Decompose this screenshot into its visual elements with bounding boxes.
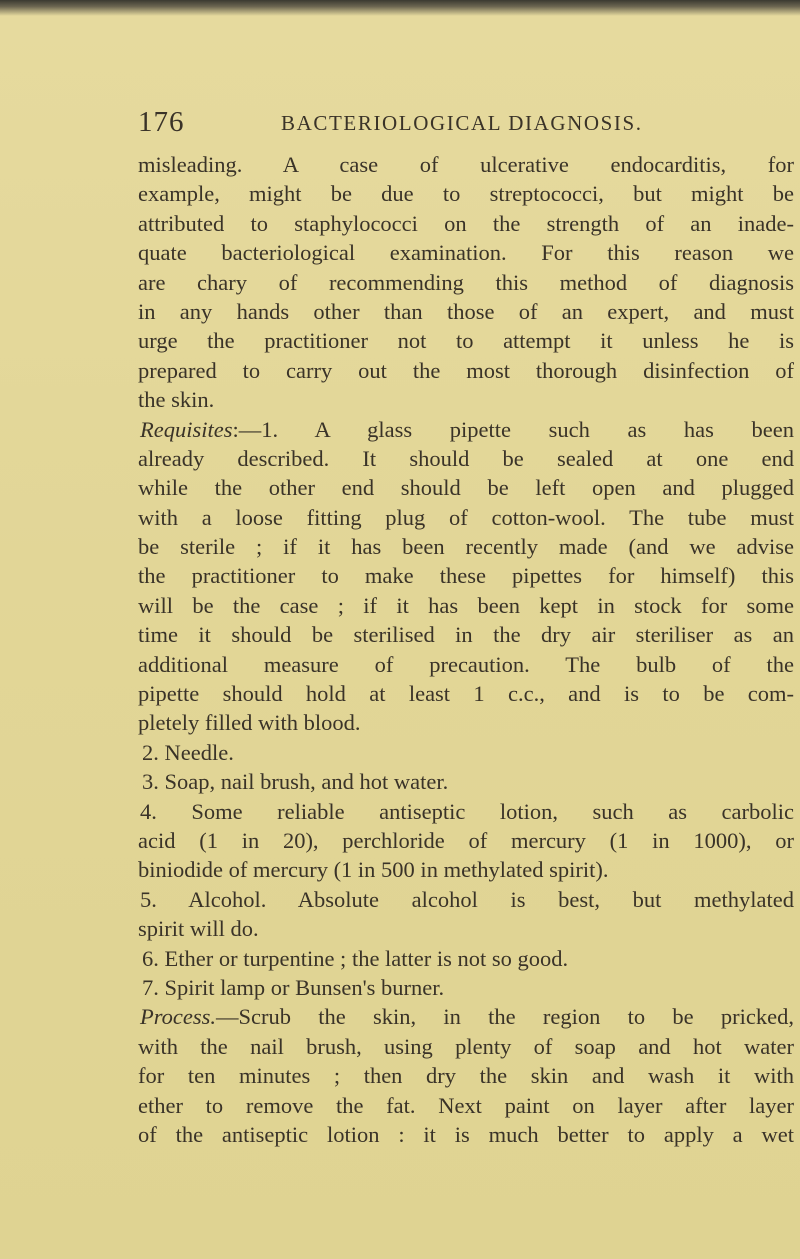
page-top-edge — [0, 0, 800, 16]
text-line: urge the practitioner not to attempt it unless he is — [138, 328, 794, 354]
requisites-first-line — [138, 415, 794, 444]
text-line: misleading. A case of ulcerative endocarditis, for — [138, 152, 794, 177]
text-line: spirit will do. — [138, 916, 259, 942]
requisite-item-3: 3. Soap, nail brush, and hot water. — [142, 769, 449, 795]
text-line: the skin. — [138, 387, 215, 413]
text-line: with a loose fitting plug of cotton-wool. The tube must — [138, 504, 794, 530]
text-line: of the antiseptic lotion : it is much better to apply a wet — [138, 1121, 794, 1147]
requisite-item-7: 7. Spirit lamp or Bunsen's burner. — [142, 974, 445, 1000]
text-line: while the other end should be left open and plugged — [138, 475, 794, 501]
requisite-item-4: 4. Some reliable antiseptic lotion, such as carbolic — [140, 798, 794, 824]
text-line: time it should be sterilised in the dry air steriliser as an — [138, 622, 794, 648]
text-line: are chary of recommending this method of diagnosis — [138, 269, 794, 295]
requisite-item-5: 5. Alcohol. Absolute alcohol is best, but methylated — [140, 886, 794, 912]
requisites-first-line-text: :—1. A glass pipette such as has been — [232, 416, 794, 442]
text-line: in any hands other than those of an expert, and must — [138, 298, 794, 324]
text-line: attributed to staphylococci on the strength of an inade- — [138, 210, 794, 236]
process-heading: Process. — [140, 1004, 217, 1030]
text-line: already described. It should be sealed at one end — [138, 445, 794, 471]
text-line: biniodide of mercury (1 in 500 in methylated spirit). — [138, 857, 609, 883]
body-text — [138, 150, 794, 1149]
text-line: pipette should hold at least 1 c.c., and is to be com- — [138, 681, 794, 707]
text-line: acid (1 in 20), perchloride of mercury (1 in 1000), or — [138, 827, 794, 853]
text-line: quate bacteriological examination. For this reason we — [138, 240, 794, 266]
process-first-line-text: —Scrub the skin, in the region to be pricked, — [216, 1004, 794, 1030]
text-line: additional measure of precaution. The bulb of the — [138, 651, 794, 677]
running-title: BACTERIOLOGICAL DIAGNOSIS. — [281, 111, 643, 135]
requisite-item-2: 2. Needle. — [142, 739, 234, 765]
text-line: example, might be due to streptococci, but might be — [138, 181, 794, 207]
text-line: pletely filled with blood. — [138, 710, 361, 736]
text-line: prepared to carry out the most thorough disinfection of — [138, 357, 794, 383]
page-number: 176 — [138, 106, 185, 138]
text-line: will be the case ; if it has been kept in stock for some — [138, 592, 794, 618]
text-line: for ten minutes ; then dry the skin and wash it with — [138, 1063, 794, 1089]
text-line: with the nail brush, using plenty of soap and hot water — [138, 1033, 794, 1059]
text-line: be sterile ; if it has been recently made (and we advise — [138, 534, 794, 560]
text-line: ether to remove the fat. Next paint on layer after layer — [138, 1092, 794, 1118]
text-line: the practitioner to make these pipettes for himself) this — [138, 563, 794, 589]
requisites-heading: Requisites — [140, 416, 233, 442]
requisite-item-6: 6. Ether or turpentine ; the latter is not so good. — [142, 945, 569, 971]
page-header — [138, 104, 788, 144]
process-first-line — [138, 1002, 794, 1031]
